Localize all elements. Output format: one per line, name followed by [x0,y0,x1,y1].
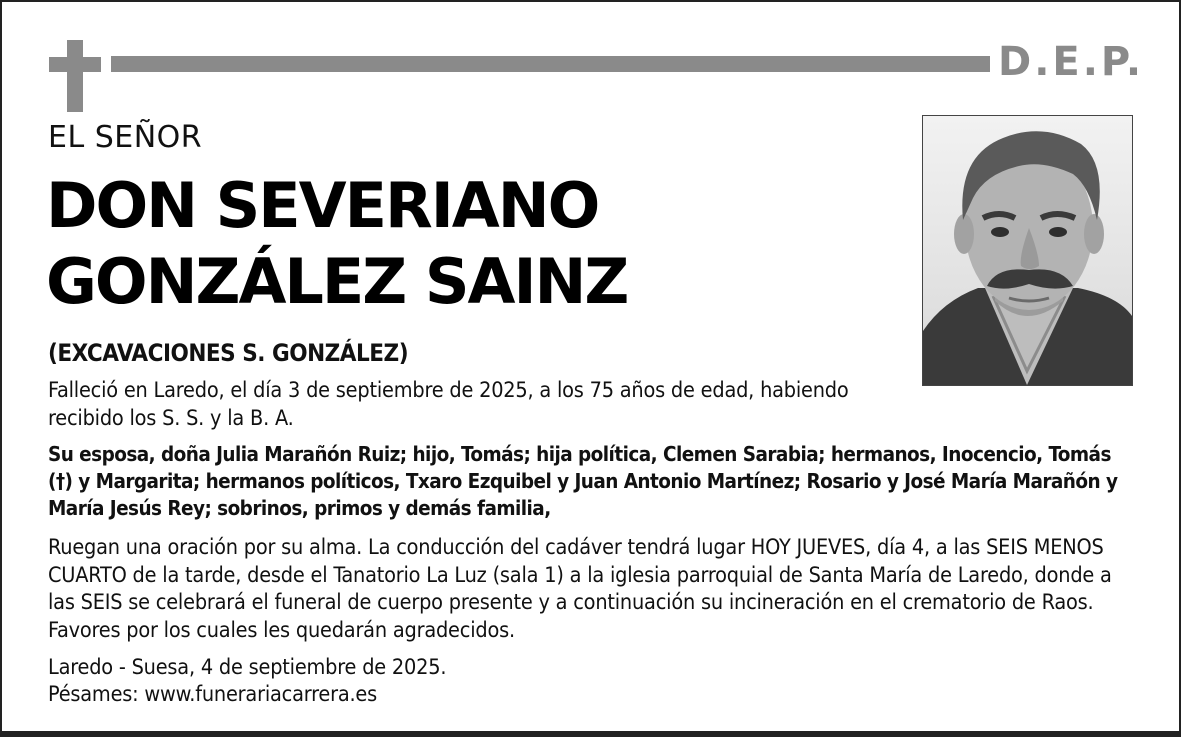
company-name: (EXCAVACIONES S. GONZÁLEZ) [48,339,409,367]
place-date-text: Laredo - Suesa, 4 de septiembre de 2025. [48,655,447,680]
deceased-name [46,168,627,320]
cross-icon [49,40,101,112]
deceased-name-line1: DON SEVERIANO [46,169,599,242]
condolences-link-text: Pésames: www.funerariacarrera.es [48,682,378,707]
deceased-name-line2: GONZÁLEZ SAINZ [46,245,628,318]
family-list-text: Su esposa, doña Julia Marañón Ruiz; hijo, Tomás; hija política, Clemen Sarabia; hermanos, Inocencio, Tomás (†) y Margarita; hermanos políticos, Txaro Ezquibel y Juan Antonio Martínez; Rosario y José María Marañón y María Jesús Rey; sobrinos, primos y demás familia, [48,442,1118,520]
ceremony-text: Ruegan una oración por su alma. La conducción del cadáver tendrá lugar HOY JUEVES, día 4, a las SEIS MENOS CUARTO de la tarde, desde el Tanatorio La Luz (sala 1) a la iglesia parroquial de Santa María de Laredo, donde a las SEIS se celebrará el funeral de cuerpo presente y a continuación su incineración en el crematorio de Raos. Favores por los cuales les quedarán agradecidos. [48,535,1112,643]
footer [48,654,446,708]
portrait-photo [922,115,1133,386]
header-rule [111,56,990,72]
cross-vertical-bar [67,40,83,112]
dep-label: D.E.P. [998,39,1145,85]
portrait-illustration [923,116,1132,385]
death-notice-text: Falleció en Laredo, el día 3 de septiembre de 2025, a los 75 años de edad, habiendo recibido los S. S. y la B. A. [48,378,849,431]
honorific-title: EL SEÑOR [48,120,203,155]
cross-horizontal-bar [49,57,101,72]
